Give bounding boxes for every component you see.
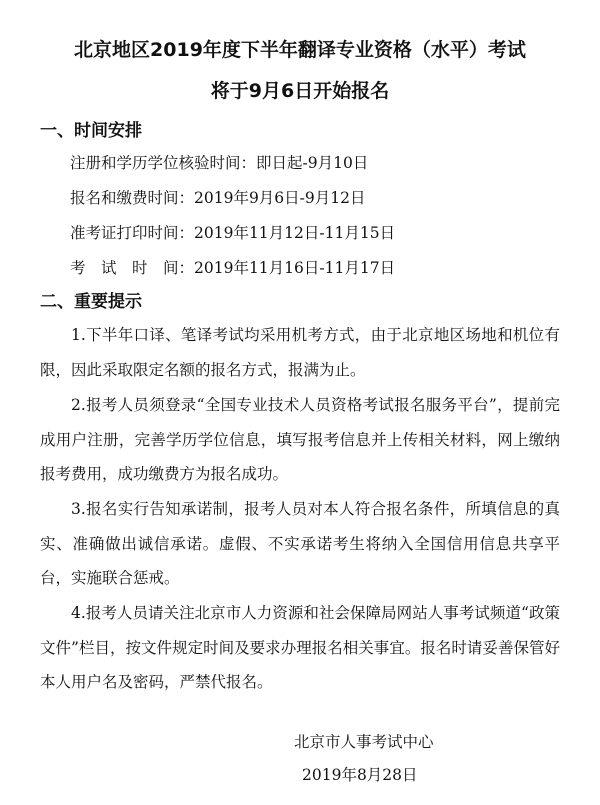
document-title-line-2: 将于9月6日开始报名 xyxy=(210,80,390,102)
signature-date: 2019年8月28日 xyxy=(302,766,418,784)
schedule-item-admission-ticket: 准考证打印时间：2019年11月12日-11月15日 xyxy=(70,224,396,242)
signature-organization: 北京市人事考试中心 xyxy=(294,733,434,751)
schedule-item-registration: 注册和学历学位核验时间：即日起-9月10日 xyxy=(70,154,369,172)
schedule-item-exam-time: 考 试 时 间：2019年11月16日-11月17日 xyxy=(70,259,396,277)
section-heading-notices: 二、重要提示 xyxy=(40,292,142,312)
notice-paragraph-2: 2.报考人员须登录“全国专业技术人员资格考试报名服务平台”，提前完成用户注册，完善学历学位信息，填写报考信息并上传相关材料，网上缴纳报考费用，成功缴费方为报名成功。 xyxy=(40,396,560,483)
notice-paragraph-3: 3.报名实行告知承诺制，报考人员对本人符合报名条件，所填信息的真实、准确做出诚信承诺。虚假、不实承诺考生将纳入全国信用信息共享平台，实施联合惩戒。 xyxy=(40,500,560,587)
document-title-line-1: 北京地区2019年度下半年翻译专业资格（水平）考试 xyxy=(74,39,526,61)
notice-paragraph-4: 4.报考人员请关注北京市人力资源和社会保障局网站人事考试频道“政策文件”栏目，按文件规定时间及要求办理报名相关事宜。报名时请妥善保管好本人用户名及密码，严禁代报名。 xyxy=(40,604,560,691)
notice-paragraph-1: 1.下半年口译、笔译考试均采用机考方式，由于北京地区场地和机位有限，因此采取限定名额的报名方式，报满为止。 xyxy=(40,326,560,379)
schedule-item-payment: 报名和缴费时间：2019年9月6日-9月12日 xyxy=(70,189,366,207)
section-heading-schedule: 一、时间安排 xyxy=(40,121,142,141)
